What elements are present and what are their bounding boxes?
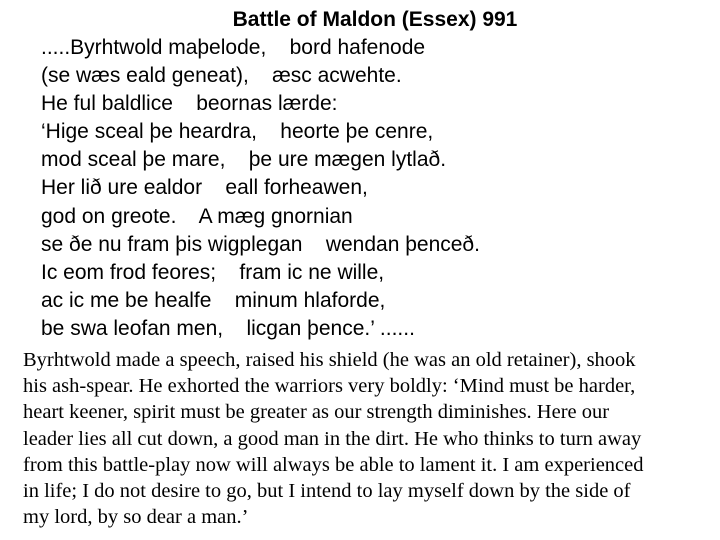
poem-line: He ful baldlice beornas lærde: <box>41 92 338 116</box>
poem-line: be swa leofan men, licgan þence.’ ...... <box>41 316 415 340</box>
modern-english-translation <box>23 347 713 530</box>
slide-title: Battle of Maldon (Essex) 991 <box>232 8 518 31</box>
translation-line: from this battle-play now will always be able to lament it. I am experienced <box>23 453 644 476</box>
poem-line: (se wæs eald geneat), æsc acwehte. <box>41 64 402 88</box>
poem-line: god on greote. A mæg gnornian <box>41 204 353 228</box>
translation-line: Byrhtwold made a speech, raised his shield (he was an old retainer), shook <box>23 349 636 371</box>
poem-line: ‘Hige sceal þe heardra, heorte þe cenre, <box>41 120 434 144</box>
translation-line: leader lies all cut down, a good man in the dirt. He who thinks to turn away <box>23 427 642 450</box>
poem-line: mod sceal þe mare, þe ure mægen lytlað. <box>41 148 447 172</box>
poem-line: Ic eom frod feores; fram ic ne wille, <box>41 260 385 284</box>
old-english-poem <box>41 34 480 343</box>
translation-line: my lord, by so dear a man.’ <box>23 506 249 529</box>
translation-line: in life; I do not desire to go, but I intend to lay myself down by the side of <box>23 479 631 502</box>
translation-line: his ash-spear. He exhorted the warriors very boldly: ‘Mind must be harder, <box>23 375 636 398</box>
poem-line: se ðe nu fram þis wigplegan wendan þenceð. <box>41 232 480 256</box>
translation-line: heart keener, spirit must be greater as our strength diminishes. Here our <box>23 401 610 424</box>
poem-line: Her lið ure ealdor eall forheawen, <box>41 176 368 200</box>
poem-line: .....Byrhtwold maþelode, bord hafenode <box>41 36 426 59</box>
poem-line: ac ic me be healfe minum hlaforde, <box>41 288 386 312</box>
